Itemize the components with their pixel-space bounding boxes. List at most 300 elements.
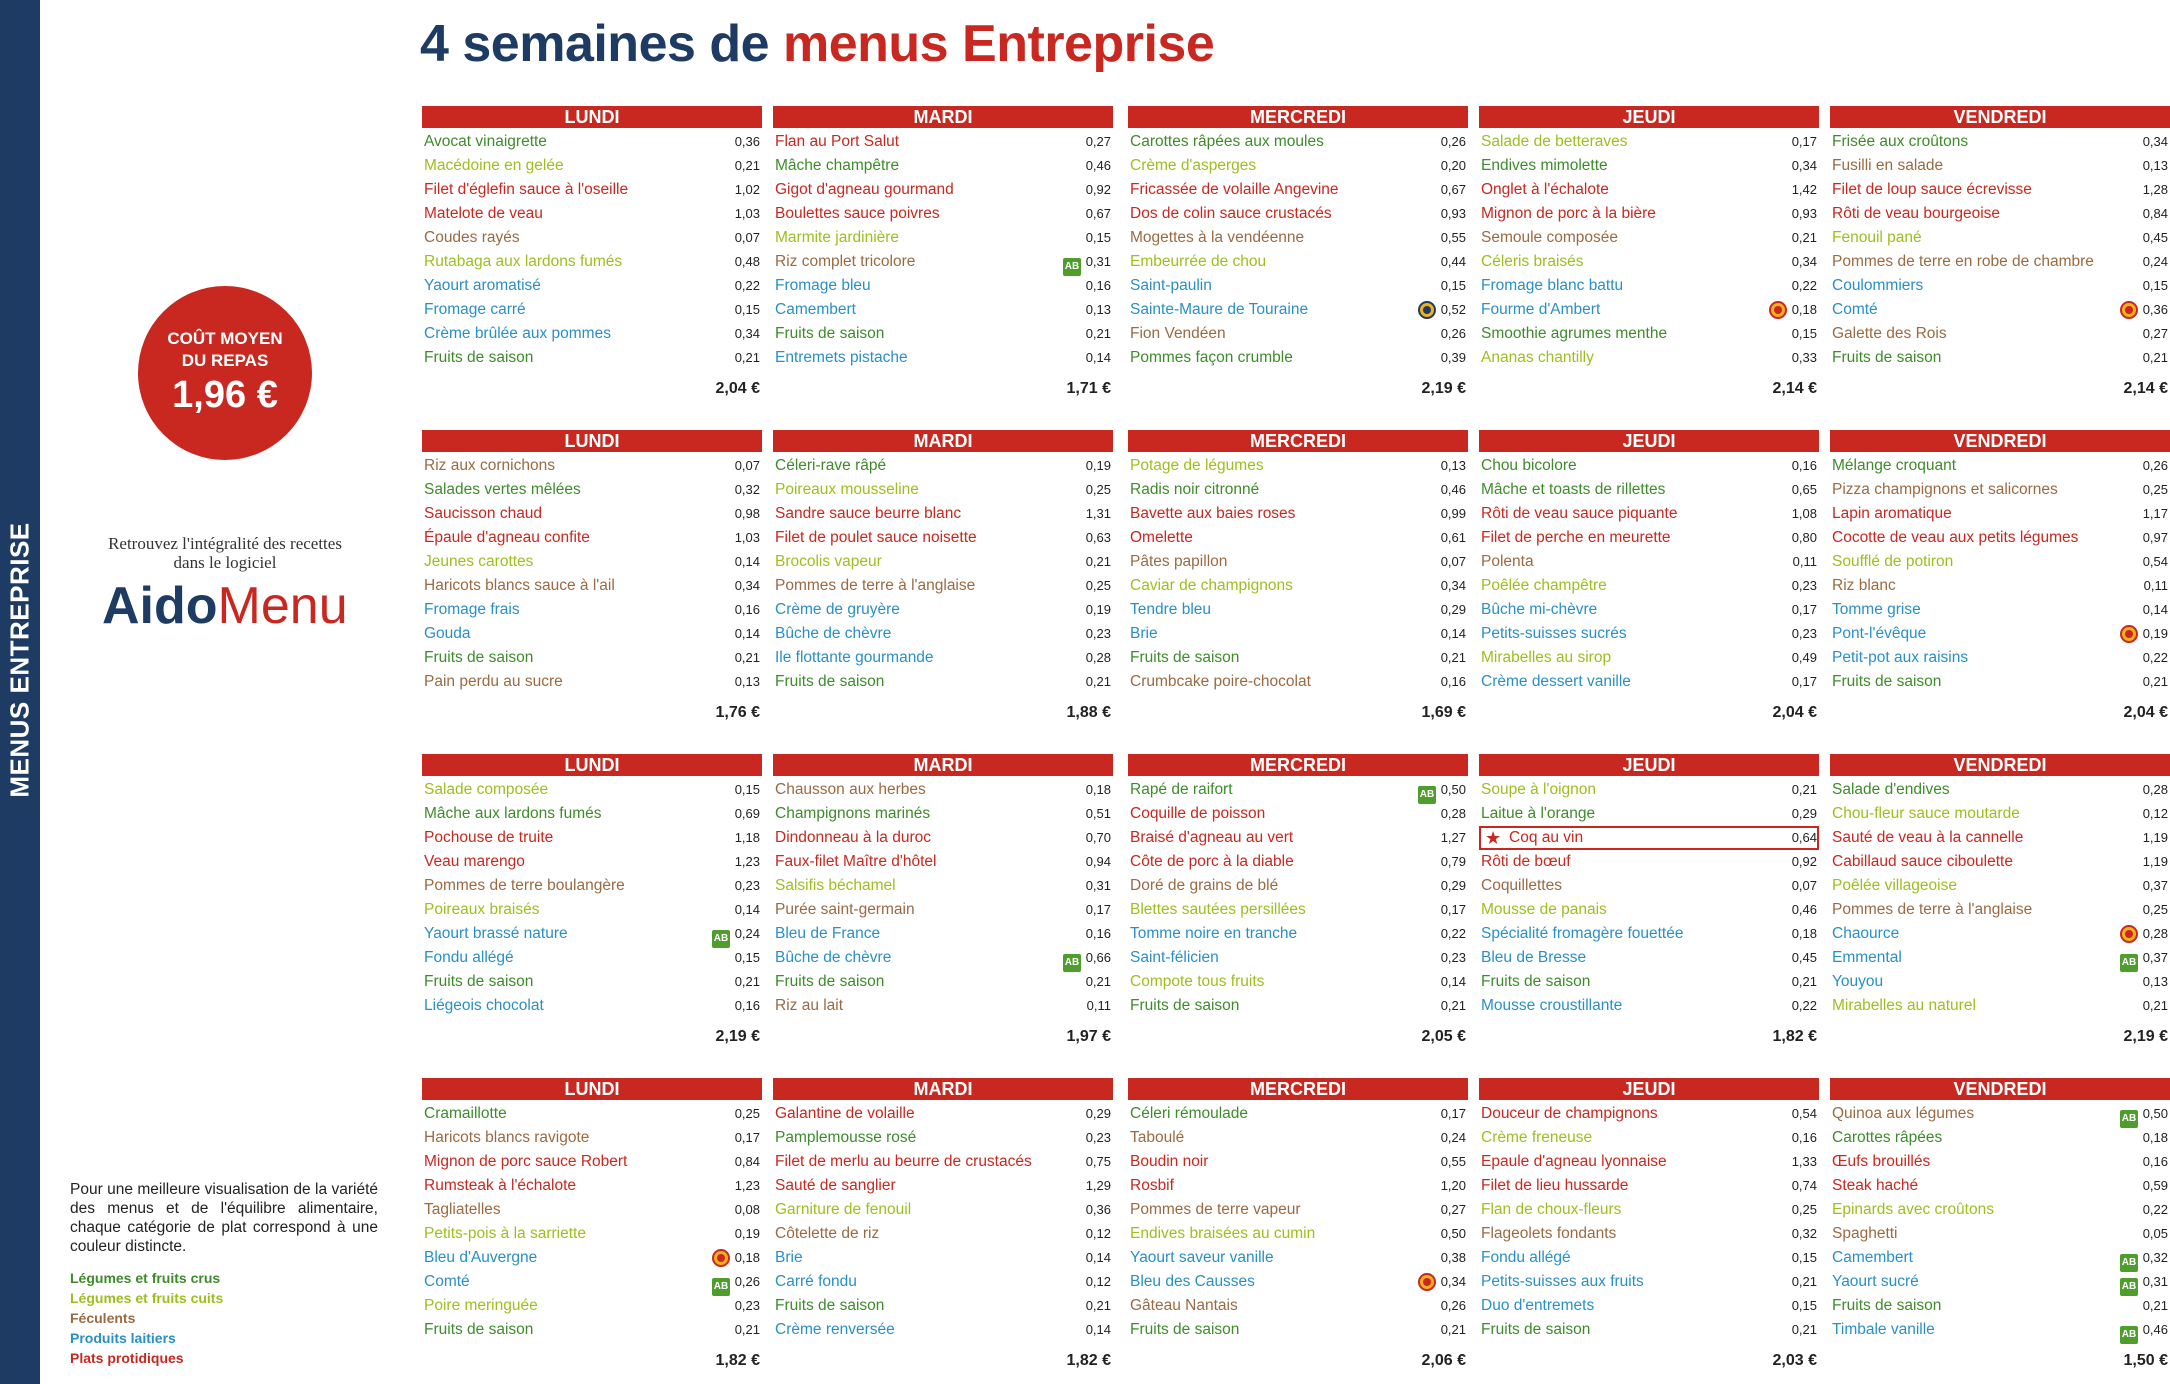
legend-item: Légumes et fruits crus (70, 1270, 221, 1286)
quality-seal-icon (1769, 301, 1787, 319)
menu-item-row (1128, 454, 1468, 478)
dish-cost: 0,14 (2142, 602, 2168, 617)
menu-item-row (1128, 298, 1468, 322)
dish-name: Lapin aromatique (1832, 505, 1952, 522)
dish-name: Yaourt brassé nature (424, 925, 568, 942)
dish-cost: 0,36 (2142, 302, 2168, 317)
dish-cost: 0,21 (1440, 650, 1466, 665)
day-menu-vendredi (1830, 106, 2170, 406)
menu-item-row (422, 670, 762, 694)
dish-cost: 0,14 (734, 626, 760, 641)
dish-cost: 0,19 (2142, 626, 2168, 641)
dish-name: Dindonneau à la duroc (775, 829, 931, 846)
dish-name: Smoothie agrumes menthe (1481, 325, 1668, 342)
menu-item-row (1479, 994, 1819, 1018)
dish-cost: 0,18 (1085, 782, 1111, 797)
dish-cost: 0,16 (1085, 278, 1111, 293)
dish-cost: 1,17 (2142, 506, 2168, 521)
dish-name: Camembert (1832, 1249, 1913, 1266)
day-header: JEUDI (1479, 754, 1819, 776)
dish-name: Yaourt aromatisé (424, 277, 541, 294)
day-total-cost: 2,19 € (2123, 1028, 2168, 1045)
dish-name: Fondu allégé (424, 949, 514, 966)
dish-name: Coquille de poisson (1130, 805, 1266, 822)
dish-cost: 0,21 (734, 1322, 760, 1337)
menu-item-row (1479, 922, 1819, 946)
dish-cost: 0,23 (1440, 950, 1466, 965)
dish-name: Mâche champêtre (775, 157, 900, 174)
dish-name: Fusilli en salade (1832, 157, 1944, 174)
day-menu-mercredi (1128, 430, 1468, 730)
dish-name: Bûche de chèvre (775, 949, 892, 966)
menu-item-row (422, 226, 762, 250)
aop-seal-icon (1418, 301, 1436, 319)
dish-cost: 0,16 (1791, 458, 1817, 473)
dish-cost: 0,13 (1085, 302, 1111, 317)
menu-item-row (422, 1222, 762, 1246)
menu-item-row (422, 802, 762, 826)
dish-name: Gâteau Nantais (1130, 1297, 1238, 1314)
dish-name: Coq au vin (1509, 829, 1584, 846)
dish-name: Petits-suisses sucrés (1481, 625, 1627, 642)
dish-cost: 0,23 (734, 1298, 760, 1313)
dish-cost: 0,99 (1440, 506, 1466, 521)
menu-item-row (1479, 670, 1819, 694)
dish-cost: 0,21 (734, 350, 760, 365)
dish-name: Pain perdu au sucre (424, 673, 563, 690)
dish-name: Caviar de champignons (1130, 577, 1293, 594)
sidebar-label: MENUS ENTREPRISE (4, 522, 35, 798)
dish-cost: 0,17 (734, 1130, 760, 1145)
day-total-cost: 2,06 € (1421, 1352, 1466, 1369)
dish-name: Riz au lait (775, 997, 844, 1014)
menu-item-row (1128, 1294, 1468, 1318)
day-total-cost: 2,19 € (715, 1028, 760, 1045)
day-menu-vendredi (1830, 430, 2170, 730)
dish-cost: 1,29 (1085, 1178, 1111, 1193)
day-menu-mardi (773, 754, 1113, 1054)
day-total-cost: 1,71 € (1066, 380, 1111, 397)
menu-item-row (1830, 1102, 2170, 1126)
dish-name: Poireaux braisés (424, 901, 540, 918)
menu-item-row (1128, 994, 1468, 1018)
menu-item-row (422, 826, 762, 850)
menu-item-row (422, 646, 762, 670)
menu-item-row (1128, 1318, 1468, 1342)
day-menu-mercredi (1128, 1078, 1468, 1378)
day-total-cost: 2,04 € (2123, 704, 2168, 721)
menu-item-row (1128, 670, 1468, 694)
menu-item-row (773, 1270, 1113, 1294)
dish-name: Emmental (1832, 949, 1902, 966)
dish-cost: 0,23 (734, 878, 760, 893)
menu-item-row (1479, 970, 1819, 994)
dish-cost: 0,26 (734, 1274, 760, 1289)
day-menu-mardi (773, 430, 1113, 730)
dish-name: Fruits de saison (1481, 1321, 1591, 1338)
menu-item-row (1479, 178, 1819, 202)
menu-item-row (1128, 502, 1468, 526)
menu-item-row (422, 1318, 762, 1342)
dish-cost: 1,03 (734, 206, 760, 221)
dish-cost: 0,22 (2142, 1202, 2168, 1217)
dish-cost: 0,20 (1440, 158, 1466, 173)
menu-item-row (1830, 802, 2170, 826)
menu-item-row (422, 994, 762, 1018)
dish-cost: 0,19 (1085, 602, 1111, 617)
menu-item-row (1830, 598, 2170, 622)
menu-item-row (1128, 646, 1468, 670)
dish-name: Filet de lieu hussarde (1481, 1177, 1629, 1194)
day-header: MERCREDI (1128, 1078, 1468, 1100)
dish-cost: 1,33 (1791, 1154, 1817, 1169)
day-menu-mercredi (1128, 106, 1468, 406)
menu-item-row (1128, 574, 1468, 598)
dish-name: Fruits de saison (424, 349, 534, 366)
dish-cost: 0,29 (1440, 602, 1466, 617)
menu-item-row (1479, 646, 1819, 670)
dish-name: Fromage blanc battu (1481, 277, 1624, 294)
dish-cost: 0,93 (1440, 206, 1466, 221)
dish-name: Fruits de saison (1832, 349, 1942, 366)
dish-cost: 0,15 (734, 302, 760, 317)
dish-name: Crème brûlée aux pommes (424, 325, 611, 342)
dish-cost: 0,54 (2142, 554, 2168, 569)
dish-name: Onglet à l'échalote (1481, 181, 1609, 198)
menu-item-row (1830, 994, 2170, 1018)
dish-cost: 0,22 (1791, 998, 1817, 1013)
day-total-cost: 2,04 € (1772, 704, 1817, 721)
menu-item-row (1830, 1174, 2170, 1198)
menu-item-row (1128, 274, 1468, 298)
dish-name: Timbale vanille (1832, 1321, 1935, 1338)
dish-name: Mâche aux lardons fumés (424, 805, 602, 822)
dish-name: Chausson aux herbes (775, 781, 926, 798)
menu-item-row (422, 1150, 762, 1174)
dish-name: Rôti de veau bourgeoise (1832, 205, 2001, 222)
dish-name: Filet de poulet sauce noisette (775, 529, 977, 546)
day-menu-jeudi (1479, 430, 1819, 730)
dish-name: Mâche et toasts de rillettes (1481, 481, 1666, 498)
dish-name: Flan au Port Salut (775, 133, 900, 150)
day-menu-vendredi (1830, 1078, 2170, 1378)
dish-name: Omelette (1130, 529, 1193, 546)
day-header: JEUDI (1479, 106, 1819, 128)
page-title (420, 14, 1214, 74)
dish-name: Fourme d'Ambert (1481, 301, 1601, 318)
dish-cost: 0,92 (1085, 182, 1111, 197)
dish-cost: 0,27 (1440, 1202, 1466, 1217)
menu-item-row (773, 778, 1113, 802)
menu-item-row (773, 670, 1113, 694)
menu-item-row (1128, 322, 1468, 346)
dish-cost: 0,24 (734, 926, 760, 941)
menu-item-row (1128, 130, 1468, 154)
menu-item-row (422, 502, 762, 526)
menu-item-row (773, 946, 1113, 970)
dish-cost: 0,93 (1791, 206, 1817, 221)
quality-seal-icon (2120, 301, 2138, 319)
dish-name: Brie (775, 1249, 803, 1266)
dish-cost: 0,16 (734, 602, 760, 617)
dish-name: Saint-paulin (1130, 277, 1212, 294)
menu-item-row (422, 1198, 762, 1222)
menu-item-row (773, 1318, 1113, 1342)
legend-item: Féculents (70, 1310, 136, 1326)
dish-cost: 0,07 (1440, 554, 1466, 569)
legend-item: Légumes et fruits cuits (70, 1290, 224, 1306)
dish-name: Fruits de saison (424, 649, 534, 666)
star-icon: ★ (1485, 828, 1502, 848)
legend-description: Pour une meilleure visualisation de la variété des menus et de l'équilibre alimentaire, chaque catégorie de plat correspond à une couleur distincte. (70, 1181, 378, 1255)
dish-name: Petits-pois à la sarriette (424, 1225, 586, 1242)
dish-name: Fion Vendéen (1130, 325, 1226, 342)
dish-name: Carottes râpées aux moules (1130, 133, 1324, 150)
menu-item-row (1830, 922, 2170, 946)
dish-cost: 0,26 (2142, 458, 2168, 473)
dish-name: Veau marengo (424, 853, 525, 870)
dish-cost: 0,32 (1791, 1226, 1817, 1241)
menu-item-row (1830, 226, 2170, 250)
average-cost-value: 1,96 € (172, 374, 278, 416)
dish-cost: 0,52 (1440, 302, 1466, 317)
dish-cost: 1,28 (2142, 182, 2168, 197)
menu-item-row (773, 850, 1113, 874)
menu-item-row (773, 226, 1113, 250)
menu-item-row (1830, 550, 2170, 574)
menu-item-row (1830, 526, 2170, 550)
dish-cost: 0,16 (1791, 1130, 1817, 1145)
menu-item-row (1128, 826, 1468, 850)
day-header: VENDREDI (1830, 1078, 2170, 1100)
dish-name: Fruits de saison (1481, 973, 1591, 990)
menu-item-row (773, 346, 1113, 370)
menu-item-row (1479, 502, 1819, 526)
dish-cost: 0,17 (1791, 602, 1817, 617)
dish-name: Coulommiers (1832, 277, 1924, 294)
quality-seal-icon (2120, 925, 2138, 943)
dish-name: Tomme grise (1832, 601, 1921, 618)
dish-name: Mignon de porc à la bière (1481, 205, 1656, 222)
dish-cost: 0,18 (734, 1250, 760, 1265)
menu-item-row (1128, 874, 1468, 898)
dish-cost: 0,12 (2142, 806, 2168, 821)
menu-item-row (1479, 1198, 1819, 1222)
dish-cost: 0,21 (1791, 1322, 1817, 1337)
dish-name: Pizza champignons et salicornes (1832, 481, 2058, 498)
dish-name: Taboulé (1130, 1129, 1185, 1146)
day-total-cost: 1,82 € (1772, 1028, 1817, 1045)
dish-name: Saucisson chaud (424, 505, 543, 522)
day-total-cost: 1,76 € (715, 704, 760, 721)
dish-name: Rôti de bœuf (1481, 853, 1571, 870)
menu-item-row (1128, 922, 1468, 946)
dish-cost: 0,34 (1791, 254, 1817, 269)
dish-name: Pommes de terre en robe de chambre (1832, 253, 2094, 270)
dish-name: Crème dessert vanille (1481, 673, 1631, 690)
day-header: MARDI (773, 1078, 1113, 1100)
day-header: LUNDI (422, 1078, 762, 1100)
menu-item-row (773, 1126, 1113, 1150)
menu-item-row (1830, 622, 2170, 646)
dish-name: Crumbcake poire-chocolat (1130, 673, 1311, 690)
menu-item-row (1479, 778, 1819, 802)
menu-item-row (773, 250, 1113, 274)
dish-name: Petit-pot aux raisins (1832, 649, 1969, 666)
menu-item-row (773, 874, 1113, 898)
dish-cost: 0,48 (734, 254, 760, 269)
menu-item-row (773, 898, 1113, 922)
dish-name: Poêlée villageoise (1832, 877, 1957, 894)
dish-cost: 0,97 (2142, 530, 2168, 545)
dish-cost: 0,34 (734, 578, 760, 593)
menu-item-row (422, 1294, 762, 1318)
dish-cost: 0,39 (1440, 350, 1466, 365)
dish-name: Mogettes à la vendéenne (1130, 229, 1305, 246)
logo-part2: Menu (217, 577, 348, 635)
dish-cost: 0,33 (1791, 350, 1817, 365)
dish-cost: 0,31 (1085, 878, 1111, 893)
menu-item-row (1830, 1246, 2170, 1270)
dish-name: Garniture de fenouil (775, 1201, 912, 1218)
menu-item-row (1479, 478, 1819, 502)
dish-name: Mirabelles au sirop (1481, 649, 1612, 666)
dish-cost: 0,92 (1791, 854, 1817, 869)
logo-part1: Aido (102, 577, 218, 635)
dish-name: Céleri rémoulade (1130, 1105, 1249, 1122)
dish-name: Frisée aux croûtons (1832, 133, 1969, 150)
dish-name: Fruits de saison (775, 325, 885, 342)
dish-name: Braisé d'agneau au vert (1130, 829, 1294, 846)
dish-cost: 0,21 (1440, 998, 1466, 1013)
dish-cost: 0,17 (1440, 1106, 1466, 1121)
dish-name: Bleu de France (775, 925, 881, 942)
menu-item-row (1479, 826, 1819, 850)
dish-name: Fruits de saison (1130, 649, 1240, 666)
menu-item-row (1479, 1102, 1819, 1126)
menu-item-row (422, 154, 762, 178)
dish-name: Camembert (775, 301, 856, 318)
menu-item-row (773, 622, 1113, 646)
organic-ab-icon: AB (712, 930, 730, 948)
dish-cost: 0,15 (734, 950, 760, 965)
dish-cost: 0,28 (1440, 806, 1466, 821)
dish-name: Youyou (1832, 973, 1884, 990)
menu-item-row (773, 1222, 1113, 1246)
day-total-cost: 1,88 € (1066, 704, 1111, 721)
menu-item-row (1128, 550, 1468, 574)
menu-item-row (773, 1174, 1113, 1198)
dish-name: Fruits de saison (424, 1321, 534, 1338)
dish-cost: 0,22 (734, 278, 760, 293)
day-header: JEUDI (1479, 1078, 1819, 1100)
menu-item-row (773, 646, 1113, 670)
quality-seal-icon (2120, 625, 2138, 643)
dish-cost: 0,13 (2142, 158, 2168, 173)
dish-cost: 0,26 (1440, 326, 1466, 341)
dish-name: Duo d'entremets (1481, 1297, 1595, 1314)
day-header: MERCREDI (1128, 430, 1468, 452)
menu-item-row (1479, 202, 1819, 226)
dish-cost: 0,21 (2142, 998, 2168, 1013)
menu-item-row (1128, 946, 1468, 970)
dish-name: Haricots blancs sauce à l'ail (424, 577, 615, 594)
dish-name: Crème renversée (775, 1321, 895, 1338)
day-total-cost: 1,97 € (1066, 1028, 1111, 1045)
dish-cost: 0,22 (2142, 650, 2168, 665)
day-menu-vendredi (1830, 754, 2170, 1054)
dish-cost: 1,19 (2142, 854, 2168, 869)
menu-item-row (1128, 1270, 1468, 1294)
dish-name: Yaourt sucré (1832, 1273, 1919, 1290)
menu-item-row (422, 1270, 762, 1294)
dish-cost: 0,64 (1791, 830, 1817, 845)
dish-cost: 0,11 (2143, 578, 2168, 593)
dish-cost: 0,21 (734, 974, 760, 989)
dish-name: Doré de grains de blé (1130, 877, 1279, 894)
menu-item-row (1479, 526, 1819, 550)
dish-name: Riz blanc (1832, 577, 1896, 594)
dish-cost: 0,15 (1791, 1250, 1817, 1265)
dish-name: Rutabaga aux lardons fumés (424, 253, 623, 270)
dish-name: Filet de loup sauce écrevisse (1832, 181, 2032, 198)
dish-cost: 1,20 (1440, 1178, 1466, 1193)
dish-cost: 0,22 (1440, 926, 1466, 941)
dish-name: Cabillaud sauce ciboulette (1832, 853, 2013, 870)
menu-item-row (1128, 970, 1468, 994)
day-header: MERCREDI (1128, 754, 1468, 776)
dish-name: Côte de porc à la diable (1130, 853, 1294, 870)
color-legend (70, 1268, 223, 1368)
dish-name: Chaource (1832, 925, 1900, 942)
menu-item-row (422, 1102, 762, 1126)
dish-name: Carottes râpées (1832, 1129, 1943, 1146)
dish-cost: 0,31 (1085, 254, 1111, 269)
dish-name: Bûche mi-chèvre (1481, 601, 1598, 618)
menu-item-row (1830, 1198, 2170, 1222)
dish-cost: 1,03 (734, 530, 760, 545)
menu-item-row (1830, 1222, 2170, 1246)
dish-cost: 0,18 (1791, 926, 1817, 941)
dish-cost: 0,32 (734, 482, 760, 497)
dish-cost: 0,15 (2142, 278, 2168, 293)
dish-cost: 0,38 (1440, 1250, 1466, 1265)
day-total-cost: 1,50 € (2123, 1352, 2168, 1369)
dish-cost: 0,63 (1085, 530, 1111, 545)
menu-item-row (1128, 154, 1468, 178)
menu-item-row (1128, 850, 1468, 874)
dish-name: Fruits de saison (1832, 673, 1942, 690)
dish-cost: 0,50 (2142, 1106, 2168, 1121)
day-menu-lundi (422, 430, 762, 730)
average-cost-label-line1: COÛT MOYEN (167, 329, 283, 348)
organic-ab-icon: AB (1418, 786, 1436, 804)
dish-cost: 0,16 (1440, 674, 1466, 689)
day-menu-lundi (422, 106, 762, 406)
menu-item-row (773, 178, 1113, 202)
dish-cost: 0,80 (1791, 530, 1817, 545)
menu-item-row (1830, 574, 2170, 598)
dish-cost: 0,34 (1440, 1274, 1466, 1289)
dish-cost: 0,14 (1440, 626, 1466, 641)
dish-cost: 0,46 (1440, 482, 1466, 497)
menu-item-row (773, 154, 1113, 178)
dish-name: Salades vertes mêlées (424, 481, 581, 498)
dish-name: Fruits de saison (775, 673, 885, 690)
dish-cost: 0,98 (734, 506, 760, 521)
menu-item-row (422, 298, 762, 322)
dish-name: Mousse de panais (1481, 901, 1607, 918)
